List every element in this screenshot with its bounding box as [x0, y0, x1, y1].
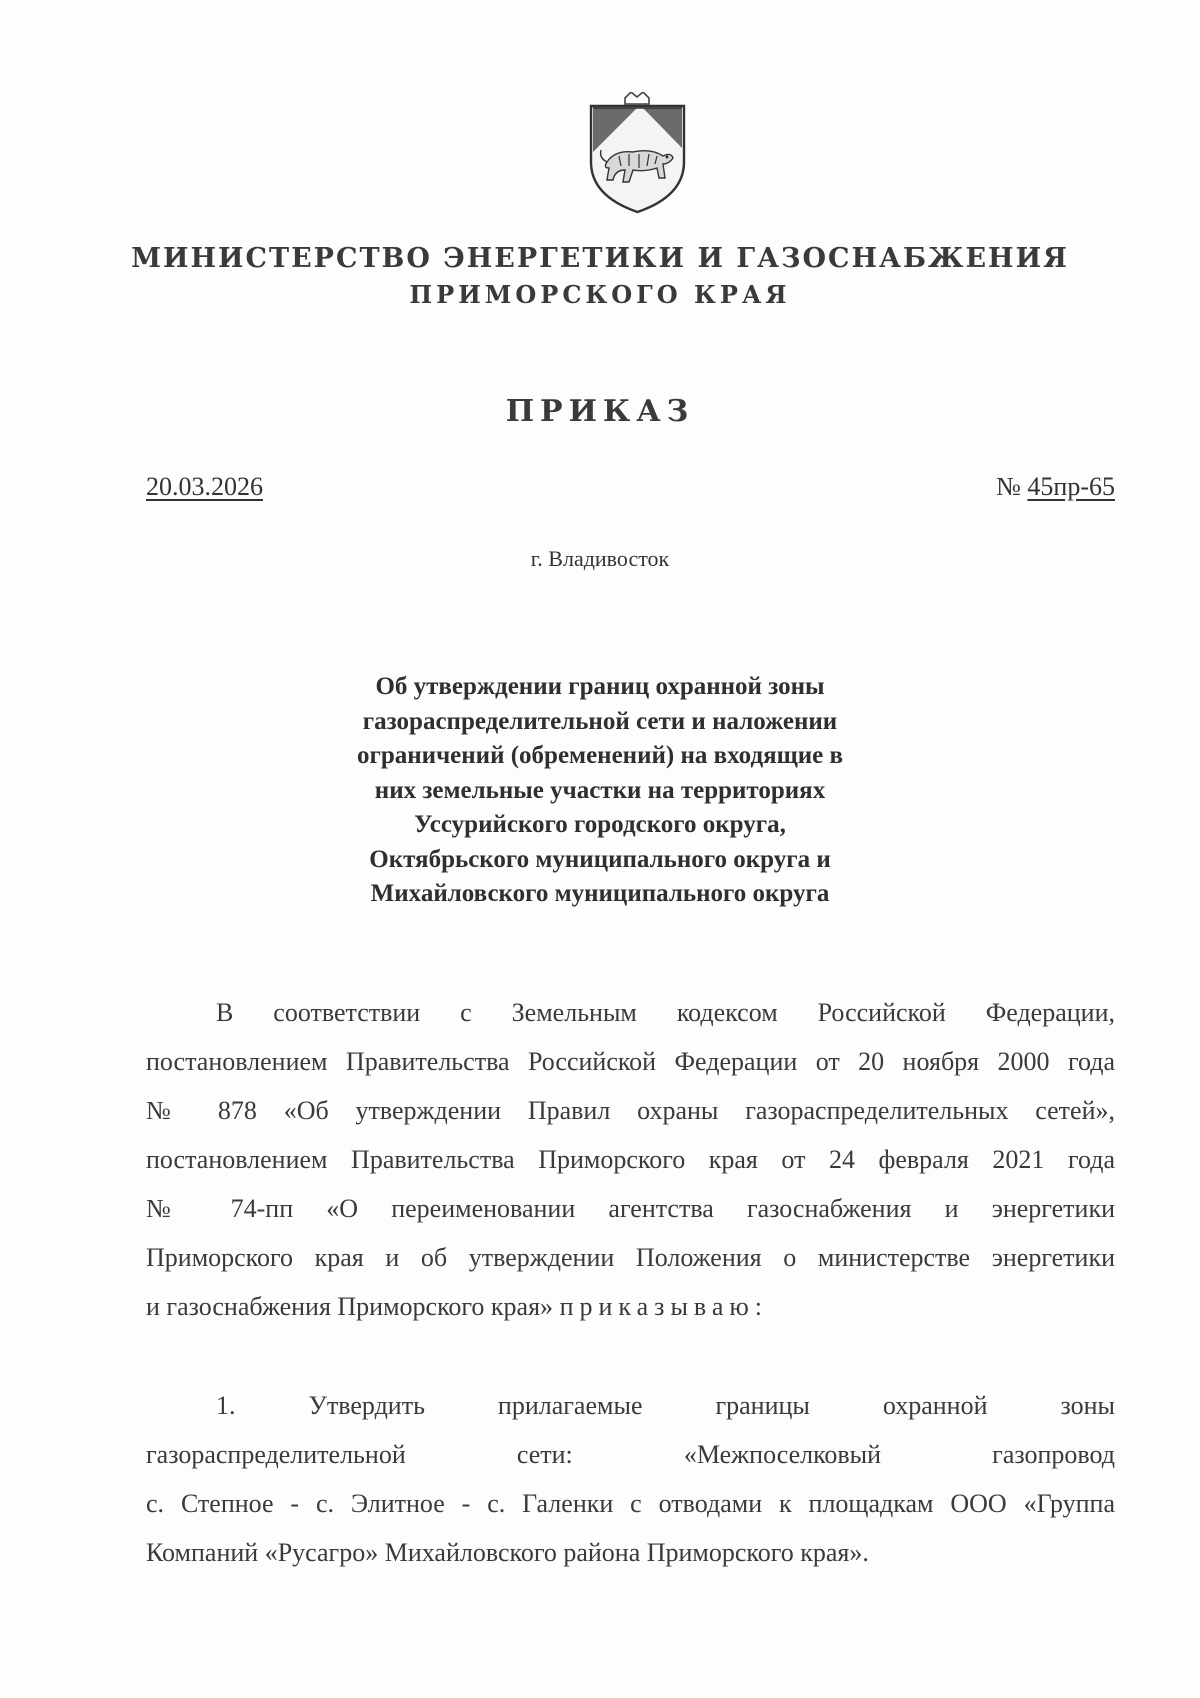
- title-line: газораспределительной сети и наложении: [362, 707, 838, 735]
- title-line: Уссурийского городского округа,: [414, 811, 786, 838]
- order-word: приказываю:: [559, 1292, 769, 1321]
- title-line: Октябрьского муниципального округа и: [369, 845, 831, 873]
- document-number-prefix: №: [996, 472, 1028, 501]
- coat-of-arms-icon: [585, 92, 690, 216]
- item-line: с. Степное - с. Элитное - с. Галенки с отводами к площадкам ООО «Группа: [146, 1489, 1115, 1518]
- title-line: ограничений (обременений) на входящие в: [357, 742, 843, 769]
- document-number-value: 45пр-65: [1027, 472, 1115, 501]
- title-line: них земельные участки на территориях: [374, 776, 826, 804]
- preamble-line: № 74-пп «О переименовании агентства газоснабжения и энергетики: [146, 1194, 1115, 1223]
- item-line: Компаний «Русагро» Михайловского района Приморского края».: [146, 1538, 869, 1567]
- title-line: Михайловского муниципального округа: [370, 880, 830, 907]
- item-line: 1. Утвердить прилагаемые границы охранной зоны: [216, 1391, 1115, 1420]
- item-line: газораспределительной сети: «Межпоселковый газопровод: [146, 1440, 1115, 1469]
- preamble-line: № 878 «Об утверждении Правил охраны газораспределительных сетей»,: [146, 1096, 1115, 1125]
- preamble-line: В соответствии с Земельным кодексом Российской Федерации,: [216, 998, 1115, 1027]
- preamble-line: и газоснабжения Приморского края»: [146, 1292, 554, 1321]
- preamble-line: постановлением Правительства Приморского края от 24 февраля 2021 года: [146, 1145, 1115, 1174]
- preamble-last-line: [146, 1282, 1115, 1331]
- order-item-1: [146, 1381, 1115, 1577]
- document-number: [996, 472, 1115, 502]
- preamble-line: постановлением Правительства Российской Федерации от 20 ноября 2000 года: [146, 1047, 1115, 1076]
- title-line: Об утверждении границ охранной зоны: [375, 673, 825, 700]
- preamble-line: Приморского края и об утверждении Положения о министерстве энергетики: [146, 1243, 1115, 1272]
- ministry-name-line-2: ПРИМОРСКОГО КРАЯ: [409, 280, 791, 309]
- document-type: ПРИКАЗ: [505, 394, 695, 429]
- document-title: [300, 670, 900, 912]
- document-date: 20.03.2026: [146, 472, 263, 501]
- preamble-paragraph: [146, 988, 1115, 1331]
- document-place: г. Владивосток: [530, 546, 670, 571]
- ministry-name-line-1: МИНИСТЕРСТВО ЭНЕРГЕТИКИ И ГАЗОСНАБЖЕНИЯ: [131, 243, 1069, 274]
